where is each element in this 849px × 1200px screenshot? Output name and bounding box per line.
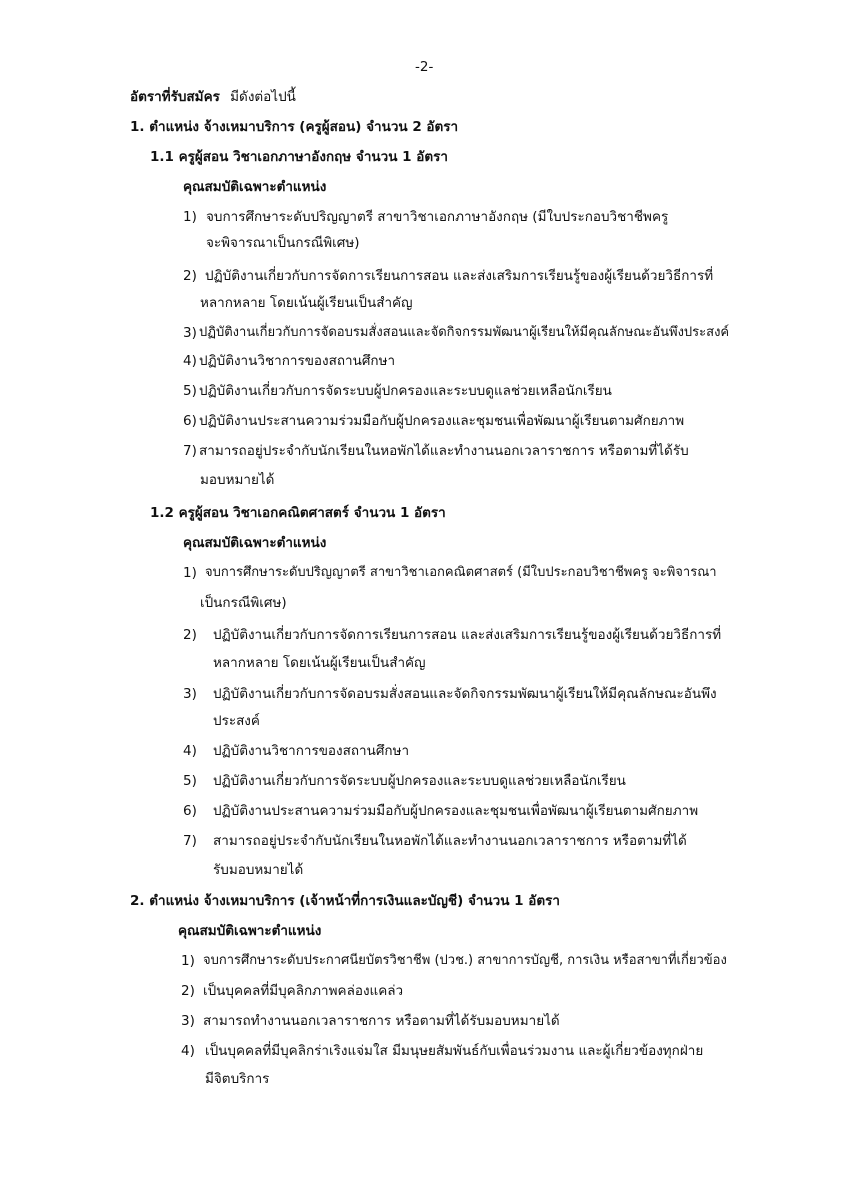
s12-item-7-line1: สามารถอยู่ประจำกับนักเรียนในหอพักได้และทำงานนอกเวลาราชการ หรือตามที่ได้ (213, 833, 687, 849)
p2-item-4-line2: มีจิตบริการ (205, 1071, 270, 1087)
s11-item-2-line2: หลากหลาย โดยเน้นผู้เรียนเป็นสำคัญ (200, 295, 413, 311)
s11-item-3-line1: ปฏิบัติงานเกี่ยวกับการจัดอบรมสั่งสอนและจัดกิจกรรมพัฒนาผู้เรียนให้มีคุณลักษณะอันพึงประสงค์ (199, 325, 730, 340)
s11-item-7-line1: สามารถอยู่ประจำกับนักเรียนในหอพักได้และทำงานนอกเวลาราชการ หรือตามที่ได้รับ (199, 443, 689, 459)
section-1-1-qual-heading: คุณสมบัติเฉพาะตำแหน่ง (183, 179, 327, 195)
s12-item-2-num: 2) (183, 627, 197, 643)
position-2-title: 2. ตำแหน่ง จ้างเหมาบริการ (เจ้าหน้าที่การเงินและบัญชี) จำนวน 1 อัตรา (130, 893, 560, 909)
section-1-2-title: 1.2 ครูผู้สอน วิชาเอกคณิตศาสตร์ จำนวน 1 อัตรา (150, 505, 446, 521)
p2-item-4-num: 4) (181, 1043, 195, 1059)
s11-item-3-num: 3) (183, 325, 197, 341)
s11-item-1-line2: จะพิจารณาเป็นกรณีพิเศษ) (206, 235, 360, 251)
s12-item-6-num: 6) (183, 803, 197, 819)
s12-item-3-line2: ประสงค์ (213, 713, 260, 729)
s12-item-3-line1: ปฏิบัติงานเกี่ยวกับการจัดอบรมสั่งสอนและจัดกิจกรรมพัฒนาผู้เรียนให้มีคุณลักษณะอันพึง (213, 686, 717, 702)
s12-item-4-line1: ปฏิบัติงานวิชาการของสถานศึกษา (213, 743, 410, 759)
s12-item-2-line1: ปฏิบัติงานเกี่ยวกับการจัดการเรียนการสอน และส่งเสริมการเรียนรู้ของผู้เรียนด้วยวิธีการที่ (213, 627, 722, 643)
section-1-1-title: 1.1 ครูผู้สอน วิชาเอกภาษาอังกฤษ จำนวน 1 อัตรา (150, 149, 448, 165)
s11-item-6-line1: ปฏิบัติงานประสานความร่วมมือกับผู้ปกครองและชุมชนเพื่อพัฒนาผู้เรียนตามศักยภาพ (199, 413, 685, 429)
p2-item-3-num: 3) (181, 1013, 195, 1029)
s11-item-7-num: 7) (183, 443, 197, 459)
intro-suffix: มีดังต่อไปนี้ (230, 89, 296, 105)
s12-item-6-line1: ปฏิบัติงานประสานความร่วมมือกับผู้ปกครองและชุมชนเพื่อพัฒนาผู้เรียนตามศักยภาพ (213, 803, 699, 819)
p2-item-2-num: 2) (181, 983, 195, 999)
s11-item-6-num: 6) (183, 413, 197, 429)
s11-item-5-line1: ปฏิบัติงานเกี่ยวกับการจัดระบบผู้ปกครองและระบบดูแลช่วยเหลือนักเรียน (199, 383, 612, 399)
s12-item-5-line1: ปฏิบัติงานเกี่ยวกับการจัดระบบผู้ปกครองและระบบดูแลช่วยเหลือนักเรียน (213, 773, 626, 789)
s11-item-1-line1: จบการศึกษาระดับปริญญาตรี สาขาวิชาเอกภาษาอังกฤษ (มีใบประกอบวิชาชีพครู (206, 209, 669, 225)
s11-item-1-num: 1) (183, 209, 197, 225)
p2-item-2-line1: เป็นบุคคลที่มีบุคลิกภาพคล่องแคล่ว (203, 983, 404, 999)
intro-line (130, 86, 296, 108)
s11-item-4-line1: ปฏิบัติงานวิชาการของสถานศึกษา (199, 353, 396, 369)
section-1-2-qual-heading: คุณสมบัติเฉพาะตำแหน่ง (183, 535, 327, 551)
s12-item-2-line2: หลากหลาย โดยเน้นผู้เรียนเป็นสำคัญ (213, 655, 426, 671)
s11-item-2-line1: ปฏิบัติงานเกี่ยวกับการจัดการเรียนการสอน และส่งเสริมการเรียนรู้ของผู้เรียนด้วยวิธีการที่ (205, 268, 714, 284)
p2-item-3-line1: สามารถทำงานนอกเวลาราชการ หรือตามที่ได้รับมอบหมายได้ (203, 1013, 560, 1029)
s12-item-7-line2: รับมอบหมายได้ (213, 862, 304, 878)
s11-item-5-num: 5) (183, 383, 197, 399)
p2-item-4-line1: เป็นบุคคลที่มีบุคลิกร่าเริงแจ่มใส มีมนุษยสัมพันธ์กับเพื่อนร่วมงาน และผู้เกี่ยวข้องทุกฝ่าย (205, 1043, 704, 1059)
s12-item-5-num: 5) (183, 773, 197, 789)
s11-item-7-line2: มอบหมายได้ (200, 472, 275, 488)
s11-item-4-num: 4) (183, 353, 197, 369)
position-1-title: 1. ตำแหน่ง จ้างเหมาบริการ (ครูผู้สอน) จำนวน 2 อัตรา (130, 119, 459, 135)
p2-item-1-num: 1) (181, 953, 195, 969)
s12-item-1-line2: เป็นกรณีพิเศษ) (200, 595, 287, 611)
s12-item-4-num: 4) (183, 743, 197, 759)
s11-item-2-num: 2) (183, 268, 197, 284)
page-number: -2- (415, 59, 434, 75)
s12-item-7-num: 7) (183, 833, 197, 849)
position-2-qual-heading: คุณสมบัติเฉพาะตำแหน่ง (178, 923, 322, 939)
s12-item-1-num: 1) (183, 565, 197, 581)
intro-heading: อัตราที่รับสมัคร (130, 89, 220, 105)
p2-item-1-line1: จบการศึกษาระดับประกาศนียบัตรวิชาชีพ (ปวช.) สาขาการบัญชี, การเงิน หรือสาขาที่เกี่ยวข้อง (203, 953, 727, 968)
s12-item-3-num: 3) (183, 686, 197, 702)
s12-item-1-line1: จบการศึกษาระดับปริญญาตรี สาขาวิชาเอกคณิตศาสตร์ (มีใบประกอบวิชาชีพครู จะพิจารณา (205, 565, 717, 580)
